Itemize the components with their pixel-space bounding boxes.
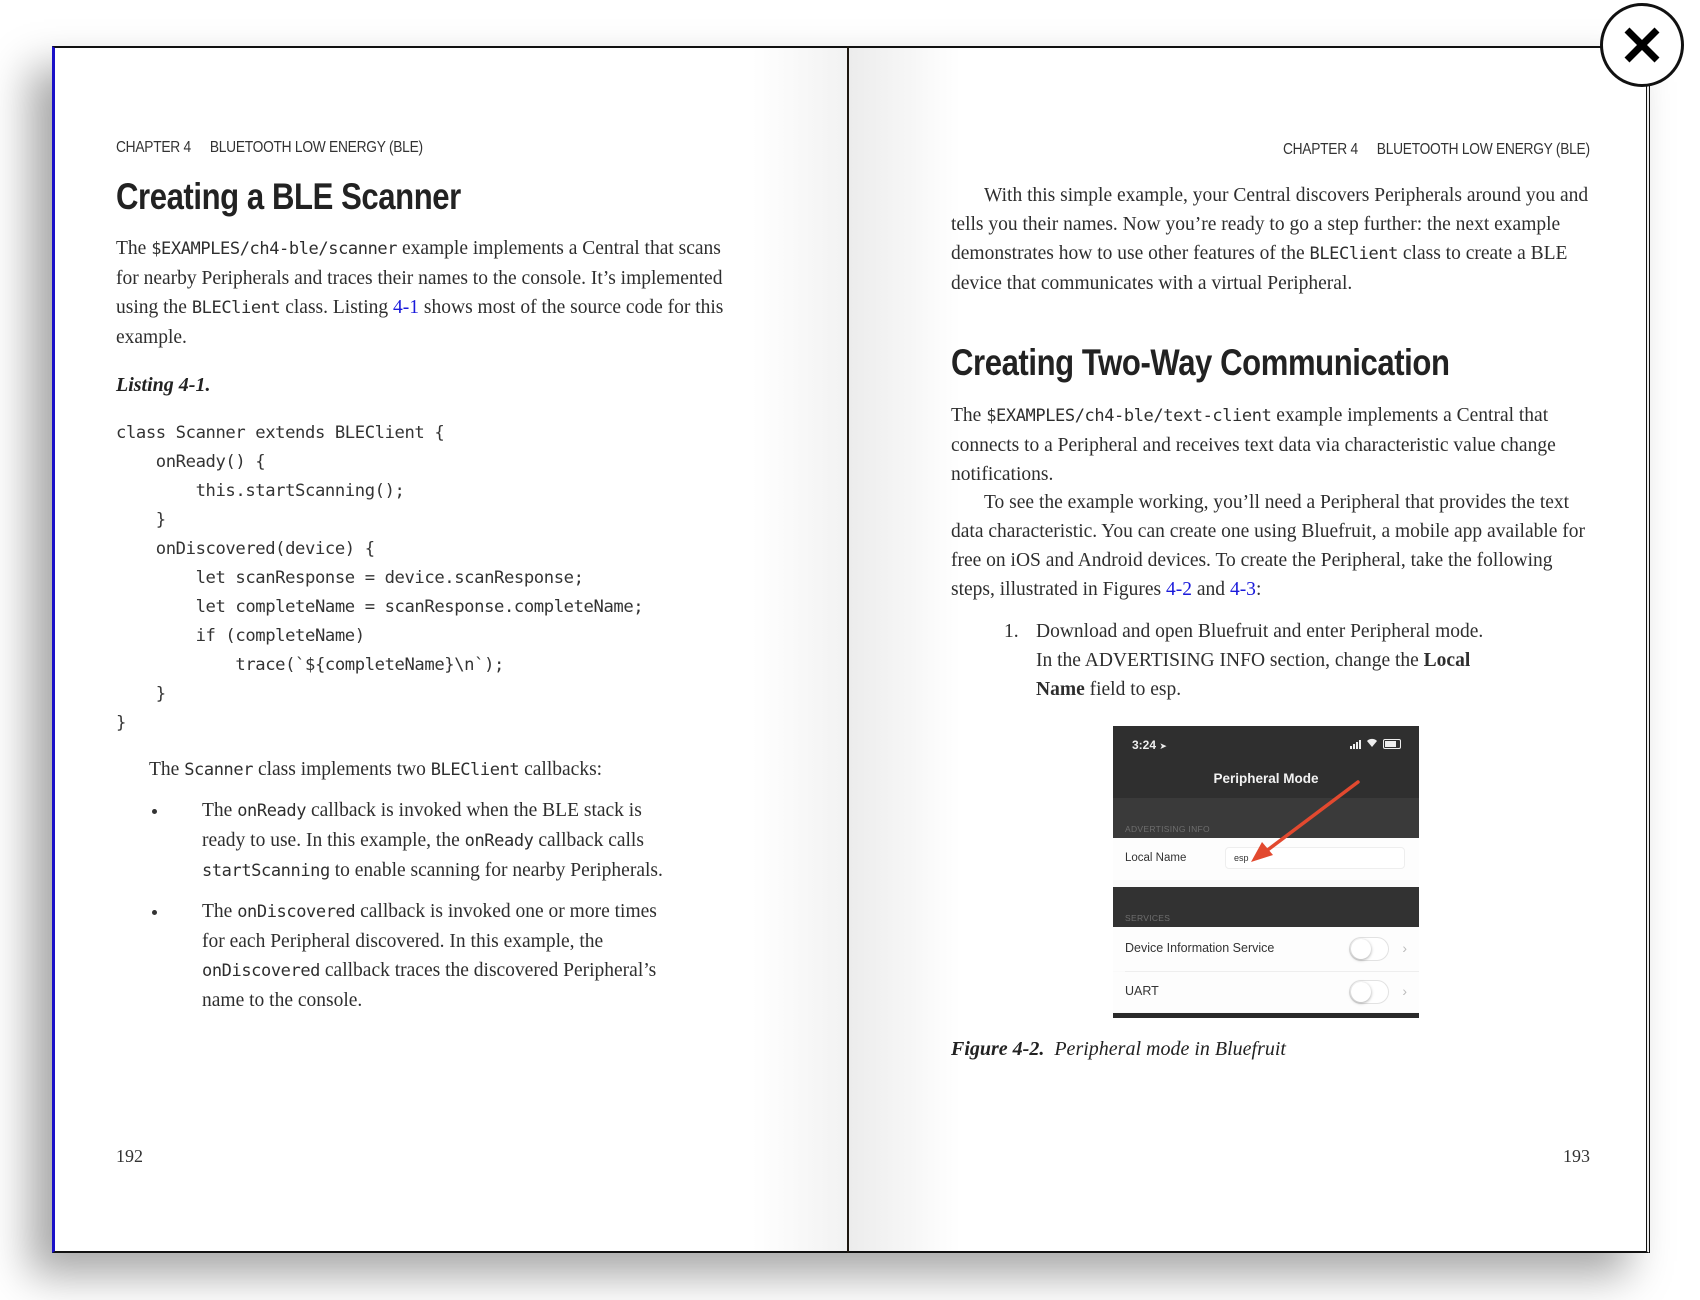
running-head-left <box>116 139 423 157</box>
code-line: let completeName = scanResponse.completeName; <box>116 597 644 617</box>
steps-list <box>951 617 1491 704</box>
code-line: } <box>116 713 126 733</box>
code-line: } <box>116 684 166 704</box>
code-line: if (completeName) <box>116 626 365 646</box>
code-line: class Scanner extends BLEClient { <box>116 423 445 443</box>
step-number: 1. <box>1004 621 1019 642</box>
chevron-right-icon: › <box>1402 983 1407 999</box>
code-listing <box>116 419 643 738</box>
inline-code: BLEClient <box>191 298 281 318</box>
intro-paragraph: The $EXAMPLES/ch4-ble/scanner example implements a Central that scans for nearby Peripherals and traces their names to the console. It’s implemented using the BLEClient class. Listing 4-1 shows most of the source code for this example. <box>116 238 724 348</box>
figure-caption-text: Peripheral mode in Bluefruit <box>1054 1038 1286 1060</box>
summary-paragraph: The Scanner class implements two BLEClient callbacks: <box>149 759 603 780</box>
running-head-title: BLUETOOTH LOW ENERGY (BLE) <box>1377 141 1590 158</box>
inline-code: Scanner <box>184 760 254 780</box>
running-head-right <box>1283 141 1590 159</box>
code-line: } <box>116 510 166 530</box>
annotation-arrow-icon <box>1113 726 1419 1018</box>
transition-paragraph: With this simple example, your Central discovers Peripherals around you and tells you their names. Now you’re ready to go a step further: the next example demonstrates how to use other features of the BLEClient class to create a BLE device that communicates with a virtual Peripheral. <box>951 185 1589 294</box>
local-name-row: Local Name esp <box>1113 838 1419 880</box>
inline-code: $EXAMPLES/ch4-ble/scanner <box>151 239 398 259</box>
bullet-item: The onReady callback is invoked when the BLE stack is ready to use. In this example, the onReady callback calls startScanning to enable scanning for nearby Peripherals. <box>150 796 670 886</box>
code-line: trace(`${completeName}\n`); <box>116 655 504 675</box>
figure-caption <box>951 1038 1286 1061</box>
figure-link-4-2[interactable]: 4-2 <box>1166 579 1193 600</box>
local-name-input[interactable]: esp <box>1225 847 1405 869</box>
listing-title: Listing 4-1. <box>116 374 211 396</box>
service-row[interactable]: Device Information Service › <box>1113 927 1419 971</box>
close-icon <box>1603 6 1681 84</box>
running-head-title: BLUETOOTH LOW ENERGY (BLE) <box>209 139 423 156</box>
services-section-header: SERVICES <box>1113 887 1419 927</box>
close-button[interactable] <box>1600 3 1684 87</box>
text-client-paragraph: The $EXAMPLES/ch4-ble/text-client example implements a Central that connects to a Peripheral and receives text data via characteristic value change notifications. <box>951 405 1556 485</box>
running-head-chapter: CHAPTER 4 <box>1283 141 1359 158</box>
bullet-item: The onDiscovered callback is invoked one or more times for each Peripheral discovered. In this example, the onDiscovered callback traces the discovered Peripheral’s name to the console. <box>150 897 670 1015</box>
code-line: onReady() { <box>116 452 266 472</box>
callback-bullet-list <box>150 796 670 1026</box>
service-row[interactable]: UART › <box>1113 972 1419 1012</box>
figure-link-4-3[interactable]: 4-3 <box>1229 579 1256 600</box>
figure-label: Figure 4-2. <box>951 1038 1045 1060</box>
section-heading-two-way: Creating Two-Way Communication <box>951 342 1450 383</box>
phone-screen-title: Peripheral Mode <box>1213 771 1319 786</box>
bluefruit-screenshot <box>1113 726 1419 1018</box>
bluefruit-paragraph: To see the example working, you’ll need a Peripheral that provides the text data characteristic. You can create one using Bluefruit, a mobile app available for free on iOS and Android devices. To create the Peripheral, take the following steps, illustrated in Figures 4-2 and 4-3: <box>951 492 1586 600</box>
location-arrow-icon: ➤ <box>1159 741 1167 751</box>
advertising-section-header: ADVERTISING INFO <box>1113 798 1419 838</box>
chevron-right-icon: › <box>1402 940 1407 956</box>
step-item: 1. Download and open Bluefruit and enter Peripheral mode. In the ADVERTISING INFO section, change the Local Name field to esp. <box>951 617 1491 704</box>
page-number-left: 192 <box>116 1146 143 1166</box>
inline-code: BLEClient <box>430 760 520 780</box>
code-line: this.startScanning(); <box>116 481 405 501</box>
code-line: onDiscovered(device) { <box>116 539 375 559</box>
running-head-chapter: CHAPTER 4 <box>116 139 191 156</box>
phone-time: 3:24 ➤ <box>1132 738 1167 752</box>
code-line: let scanResponse = device.scanResponse; <box>116 568 584 588</box>
page-number-right: 193 <box>1563 1146 1590 1166</box>
listing-link[interactable]: 4-1 <box>393 297 420 318</box>
section-heading: Creating a BLE Scanner <box>116 176 461 217</box>
inline-code: BLEClient <box>1309 244 1398 264</box>
inline-code: $EXAMPLES/ch4-ble/text-client <box>986 406 1272 426</box>
